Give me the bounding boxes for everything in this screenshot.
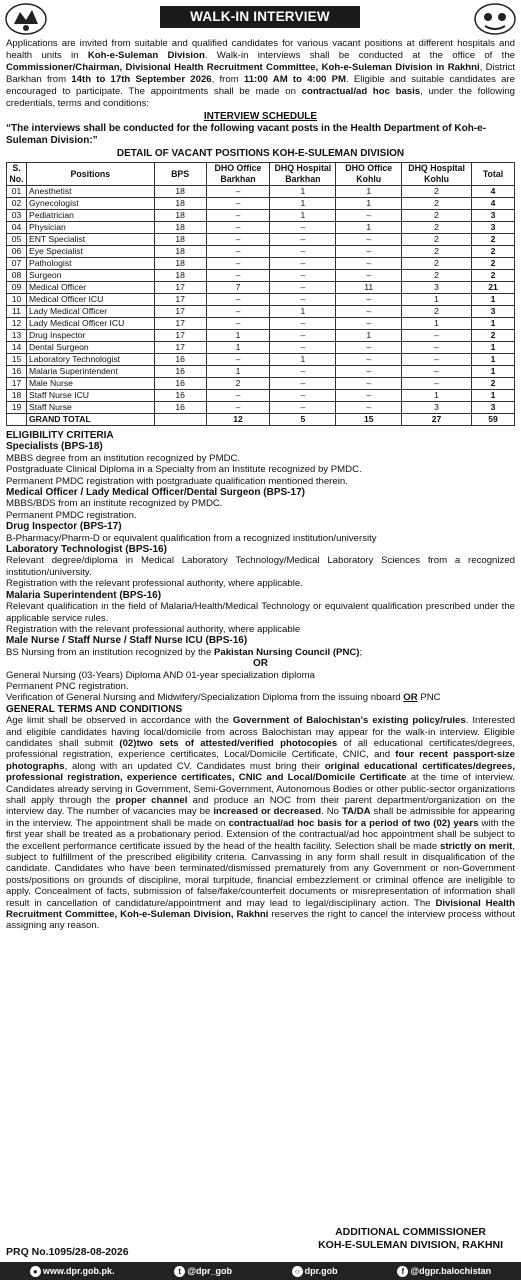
table-cell: Dental Surgeon — [26, 342, 154, 354]
table-cell: 14 — [7, 342, 27, 354]
terms-heading: GENERAL TERMS AND CONDITIONS — [6, 703, 183, 715]
table-cell: 17 — [7, 378, 27, 390]
table-row — [7, 270, 515, 282]
table-row — [7, 390, 515, 402]
column-header: DHO Office Barkhan — [206, 163, 270, 186]
grand-total-value: 12 — [206, 414, 270, 426]
table-cell: 18 — [154, 222, 206, 234]
table-row — [7, 198, 515, 210]
table-cell: 08 — [7, 270, 27, 282]
footer-bar — [0, 1262, 521, 1280]
table-cell: 1 — [472, 342, 515, 354]
table-cell: – — [270, 330, 336, 342]
eligibility-line: Postgraduate Clinical Diploma in a Specialty from an Institute recognized by PMDC. — [6, 464, 362, 476]
table-cell: 3 — [472, 222, 515, 234]
table-cell: 3 — [472, 210, 515, 222]
page-title: WALK-IN INTERVIEW — [160, 6, 360, 28]
table-cell: – — [206, 198, 270, 210]
grand-total-value: 27 — [402, 414, 472, 426]
table-cell: 09 — [7, 282, 27, 294]
table-cell: Medical Officer — [26, 282, 154, 294]
table-cell: 3 — [472, 402, 515, 414]
table-cell: 1 — [336, 330, 402, 342]
table-row — [7, 294, 515, 306]
table-cell: 1 — [472, 390, 515, 402]
table-cell: 06 — [7, 246, 27, 258]
table-cell: Laboratory Technologist — [26, 354, 154, 366]
table-cell: Drug Inspector — [26, 330, 154, 342]
table-cell: – — [270, 402, 336, 414]
table-cell: Pathologist — [26, 258, 154, 270]
eligibility-line: Registration with the relevant professional authority, where applicable. — [6, 578, 303, 590]
table-cell: Eye Specialist — [26, 246, 154, 258]
column-header: DHQ Hospital Barkhan — [270, 163, 336, 186]
table-title: DETAIL OF VACANT POSITIONS KOH-E-SULEMAN DIVISION — [116, 148, 405, 159]
table-cell: 3 — [402, 402, 472, 414]
table-row — [7, 222, 515, 234]
table-cell: 17 — [154, 282, 206, 294]
table-row — [7, 210, 515, 222]
footer-instagram[interactable]: ○ dpr.gob — [292, 1266, 338, 1277]
table-cell: 2 — [206, 378, 270, 390]
table-cell: 18 — [154, 270, 206, 282]
nurse-alt-3: Verification of General Nursing and Midwifery/Specialization Diploma from the issuing nboard OR PNC — [6, 692, 441, 704]
signature-line-1: ADDITIONAL COMMISSIONER — [335, 1226, 486, 1238]
eligibility-line: B-Pharmacy/Pharm-D or equivalent qualification from a recognized institution/university — [6, 532, 377, 544]
eligibility-line: Permanent PMDC registration. — [6, 509, 137, 521]
eligibility-line: MBBS degree from an institution recognized by PMDC. — [6, 452, 241, 464]
table-row — [7, 366, 515, 378]
table-cell: – — [270, 342, 336, 354]
table-cell: – — [206, 402, 270, 414]
column-header: DHO Office Kohlu — [336, 163, 402, 186]
table-cell — [154, 414, 206, 426]
footer-website[interactable]: ● www.dpr.gob.pk. — [30, 1266, 115, 1277]
table-cell: – — [206, 354, 270, 366]
eligibility-section-title: Laboratory Technologist (BPS-16) — [6, 544, 167, 556]
table-cell: 1 — [336, 222, 402, 234]
table-cell: 4 — [472, 186, 515, 198]
table-cell: ENT Specialist — [26, 234, 154, 246]
table-cell: – — [206, 390, 270, 402]
table-cell: 2 — [472, 246, 515, 258]
table-cell: – — [336, 306, 402, 318]
table-row — [7, 234, 515, 246]
table-cell: – — [270, 234, 336, 246]
nurse-alt-1: General Nursing (03-Years) Diploma AND 01-year specialization diploma — [6, 669, 315, 681]
table-cell: 13 — [7, 330, 27, 342]
table-row — [7, 246, 515, 258]
table-cell: Medical Officer ICU — [26, 294, 154, 306]
column-header: DHQ Hospital Kohlu — [402, 163, 472, 186]
table-cell: 2 — [472, 234, 515, 246]
table-cell: 18 — [7, 390, 27, 402]
table-cell: Pediatrician — [26, 210, 154, 222]
table-cell: – — [270, 222, 336, 234]
column-header: Total — [472, 163, 515, 186]
table-cell: – — [336, 390, 402, 402]
eligibility-section-title: Medical Officer / Lady Medical Officer/Dental Surgeon (BPS-17) — [6, 487, 305, 499]
table-cell: 2 — [402, 306, 472, 318]
table-header-row — [7, 163, 515, 186]
table-row — [7, 258, 515, 270]
table-cell: 16 — [154, 402, 206, 414]
table-cell: 1 — [206, 342, 270, 354]
table-row — [7, 282, 515, 294]
table-cell: – — [336, 270, 402, 282]
table-cell: – — [336, 378, 402, 390]
table-cell: 2 — [402, 270, 472, 282]
table-row — [7, 306, 515, 318]
table-cell: Lady Medical Officer ICU — [26, 318, 154, 330]
nurse-title: Male Nurse / Staff Nurse / Staff Nurse ICU (BPS-16) — [6, 635, 248, 647]
header — [0, 0, 521, 38]
facebook-icon: f — [397, 1266, 408, 1277]
eligibility-section — [6, 430, 515, 932]
table-cell: 17 — [154, 318, 206, 330]
table-cell: – — [206, 294, 270, 306]
table-cell: – — [270, 246, 336, 258]
eligibility-line: Relevant degree/diploma in Medical Laboratory Technology/Medical Laboratory Sciences from a recognized institution/university. — [6, 555, 515, 578]
table-cell: Staff Nurse — [26, 402, 154, 414]
eligibility-line: Permanent PMDC registration with postgraduate qualification mentioned therein. — [6, 475, 348, 487]
table-cell: 16 — [154, 366, 206, 378]
table-cell: 21 — [472, 282, 515, 294]
table-cell: – — [402, 354, 472, 366]
table-cell: Malaria Superintendent — [26, 366, 154, 378]
table-cell: 15 — [7, 354, 27, 366]
twitter-icon: t — [174, 1266, 185, 1277]
table-cell: 1 — [472, 366, 515, 378]
table-cell: 05 — [7, 234, 27, 246]
table-cell: 03 — [7, 210, 27, 222]
table-cell: 2 — [402, 246, 472, 258]
table-cell: 11 — [7, 306, 27, 318]
table-cell: – — [206, 186, 270, 198]
signature-block — [318, 1226, 503, 1251]
column-header: S. No. — [7, 163, 27, 186]
or-separator: OR — [253, 658, 268, 670]
table-cell: 18 — [154, 198, 206, 210]
table-cell: 1 — [270, 210, 336, 222]
table-cell: 1 — [472, 354, 515, 366]
table-cell: Lady Medical Officer — [26, 306, 154, 318]
table-cell: – — [270, 294, 336, 306]
table-cell: 2 — [402, 210, 472, 222]
table-cell: 18 — [154, 234, 206, 246]
table-cell: – — [206, 222, 270, 234]
eligibility-section-title: Malaria Superintendent (BPS-16) — [6, 589, 162, 601]
table-cell: Surgeon — [26, 270, 154, 282]
instagram-icon: ○ — [292, 1266, 303, 1277]
prq-number: PRQ No.1095/28-08-2026 — [6, 1246, 129, 1258]
table-row — [7, 186, 515, 198]
footer-facebook[interactable]: f @dgpr.balochistan — [397, 1266, 491, 1277]
table-cell: 02 — [7, 198, 27, 210]
table-cell: – — [336, 294, 402, 306]
table-cell: 18 — [154, 258, 206, 270]
table-cell: Gynecologist — [26, 198, 154, 210]
table-cell: 1 — [402, 390, 472, 402]
schedule-heading: INTERVIEW SCHEDULE — [203, 111, 318, 122]
table-cell: 3 — [402, 282, 472, 294]
table-cell: 2 — [472, 270, 515, 282]
table-cell: 2 — [402, 234, 472, 246]
table-cell: – — [336, 366, 402, 378]
table-cell: – — [206, 246, 270, 258]
table-cell: 2 — [402, 186, 472, 198]
table-cell: – — [336, 318, 402, 330]
table-cell: 17 — [154, 306, 206, 318]
table-cell: 12 — [7, 318, 27, 330]
table-cell: – — [402, 342, 472, 354]
table-cell: 17 — [154, 330, 206, 342]
table-cell: 19 — [7, 402, 27, 414]
table-cell: Staff Nurse ICU — [26, 390, 154, 402]
table-cell: 16 — [154, 354, 206, 366]
table-cell: – — [336, 210, 402, 222]
emblem-logo-right — [473, 2, 517, 36]
table-cell: – — [270, 282, 336, 294]
table-cell: 3 — [472, 306, 515, 318]
table-row — [7, 330, 515, 342]
table-cell: Anesthetist — [26, 186, 154, 198]
column-header: Positions — [26, 163, 154, 186]
table-row — [7, 378, 515, 390]
table-cell: – — [336, 342, 402, 354]
eligibility-line: MBBS/BDS from an institute recognized by PMDC. — [6, 498, 223, 510]
table-cell: – — [206, 270, 270, 282]
eligibility-line: Relevant qualification in the field of Malaria/Health/Medical Technology or equivalent qualification prescribed under the applicable service rules. — [6, 601, 515, 624]
table-cell: – — [336, 258, 402, 270]
table-cell: 10 — [7, 294, 27, 306]
footer-twitter[interactable]: t @dpr_gob — [174, 1266, 232, 1277]
table-cell: Physician — [26, 222, 154, 234]
table-cell: – — [336, 246, 402, 258]
nurse-line: BS Nursing from an institution recognized by the Pakistan Nursing Council (PNC); — [6, 646, 363, 658]
table-cell: 17 — [154, 342, 206, 354]
nurse-alt-2: Permanent PNC registration. — [6, 680, 129, 692]
table-cell: 1 — [206, 330, 270, 342]
table-cell: 07 — [7, 258, 27, 270]
table-cell: – — [270, 258, 336, 270]
table-cell: Male Nurse — [26, 378, 154, 390]
schedule-quote: “The interviews shall be conducted for the following vacant posts in the Health Department of Koh-e-Suleman Division:” — [6, 123, 487, 146]
table-cell: – — [402, 330, 472, 342]
table-cell: 11 — [336, 282, 402, 294]
table-cell: 04 — [7, 222, 27, 234]
table-cell — [7, 414, 27, 426]
table-cell: 18 — [154, 210, 206, 222]
table-cell: 18 — [154, 186, 206, 198]
table-cell: 2 — [402, 258, 472, 270]
table-cell: 16 — [154, 378, 206, 390]
table-cell: 1 — [472, 294, 515, 306]
grand-total-value: 59 — [472, 414, 515, 426]
table-cell: – — [336, 402, 402, 414]
table-cell: 16 — [7, 366, 27, 378]
terms-paragraph: Age limit shall be observed in accordance with the Government of Balochistan's existing policy/rules. Interested and eligible candidates having local/domicile from across Balochistan may appear for the walk-in interview. Eligible candidates shall submit (02)two sets of attested/verified photocopies of all educational certificates/degrees, professional registration, experience certificates, Local/Domicile Certificate, CNIC, and four recent passport-size photographs, along with an updated CV. Candidates must bring their original educational certificates/degrees, professional registration, experience certificates, CNIC and Local/Domicile Certificate at the time of interview. Candidates already serving in Government, Semi-Government, Autonomous Bodies or other public-sector organizations shall apply through the proper channel and produce an NOC from their parent department/organization on the interview day. The number of vacancies may be increased or decreased. No TA/DA shall be admissible for appearing in the interview. The appointment shall be made on contractual/ad hoc basis for a period of two (02) years with the first year shall be treated as a probationary period. Extension of the contractual/ad hoc appointment shall be subject to the excellent performance certificate issued by the head of the health facility. Selection shall be made strictly on merit, subject to fulfillment of the prescribed eligibility criteria. Canvassing in any form shall result in disqualification of the candidate. Candidates who have been terminated/dismissed prematurely from any Government or non-Government posts/positions on grounds of discipline, moral turpitude, financial embezzlement or criminal offence are ineligible to apply. Concealment of facts, submission of false/fake/counterfeit documents or misrepresentation of information shall result in cancellation of candidature/appointment and may lead to legal/disciplinary action. The Divisional Health Recruitment Committee, Koh-e-Suleman Division, Rakhni reserves the right to cancel the interview process without assigning any reason. — [6, 715, 516, 932]
table-cell: – — [270, 378, 336, 390]
table-cell: – — [336, 234, 402, 246]
table-cell: 1 — [206, 366, 270, 378]
eligibility-section-title: Specialists (BPS-18) — [6, 441, 103, 453]
eligibility-heading: ELIGIBILITY CRITERIA — [6, 430, 114, 441]
table-cell: – — [206, 234, 270, 246]
table-cell: 7 — [206, 282, 270, 294]
table-cell: 4 — [472, 198, 515, 210]
grand-total-row — [7, 414, 515, 426]
table-cell: – — [206, 318, 270, 330]
table-cell: – — [206, 306, 270, 318]
table-cell: – — [270, 318, 336, 330]
table-cell: – — [206, 258, 270, 270]
table-cell: – — [270, 270, 336, 282]
eligibility-line: Registration with the relevant professional authority, where applicable — [6, 623, 301, 635]
grand-total-value: 15 — [336, 414, 402, 426]
table-cell: 2 — [472, 258, 515, 270]
table-cell: 01 — [7, 186, 27, 198]
column-header: BPS — [154, 163, 206, 186]
table-cell: – — [270, 390, 336, 402]
vacancy-table — [6, 162, 515, 426]
table-cell: 2 — [472, 330, 515, 342]
signature-line-2: KOH-E-SULEMAN DIVISION, RAKHNI — [318, 1238, 503, 1251]
table-cell: – — [402, 378, 472, 390]
eligibility-section-title: Drug Inspector (BPS-17) — [6, 521, 122, 533]
table-cell: 1 — [270, 306, 336, 318]
table-cell: 1 — [402, 318, 472, 330]
table-cell: 2 — [402, 222, 472, 234]
table-cell: 18 — [154, 246, 206, 258]
table-cell: 1 — [472, 318, 515, 330]
globe-icon: ● — [30, 1266, 41, 1277]
table-cell: 16 — [154, 390, 206, 402]
table-cell: – — [402, 366, 472, 378]
table-row — [7, 342, 515, 354]
table-cell: 2 — [472, 378, 515, 390]
table-cell: 1 — [336, 186, 402, 198]
grand-total-value: 5 — [270, 414, 336, 426]
table-cell: 1 — [270, 198, 336, 210]
table-cell: 1 — [270, 186, 336, 198]
table-cell: – — [206, 210, 270, 222]
table-row — [7, 354, 515, 366]
table-cell: – — [270, 366, 336, 378]
grand-total-label: GRAND TOTAL — [26, 414, 154, 426]
table-cell: 2 — [402, 198, 472, 210]
table-cell: 1 — [402, 294, 472, 306]
intro-paragraph: Applications are invited from suitable and qualified candidates for various vacant positions at different hospitals and health units in Koh-e-Suleman Division. Walk-in interviews shall be conducted at the office of the Commissioner/Chairman, Divisional Health Recruitment Committee, Koh-e-Suleman Division in Rakhni, District Barkhan from 14th to 17th September 2026, from 11:00 AM to 4:00 PM. Eligible and suitable candidates are encouraged to participate. The appointments shall be made on contractual/ad hoc basis, under the following credentials, terms and conditions: — [6, 38, 515, 109]
table-cell: 17 — [154, 294, 206, 306]
emblem-logo-left — [4, 2, 48, 36]
table-cell: 1 — [270, 354, 336, 366]
table-row — [7, 318, 515, 330]
table-cell: 1 — [336, 198, 402, 210]
table-row — [7, 402, 515, 414]
table-cell: – — [336, 354, 402, 366]
